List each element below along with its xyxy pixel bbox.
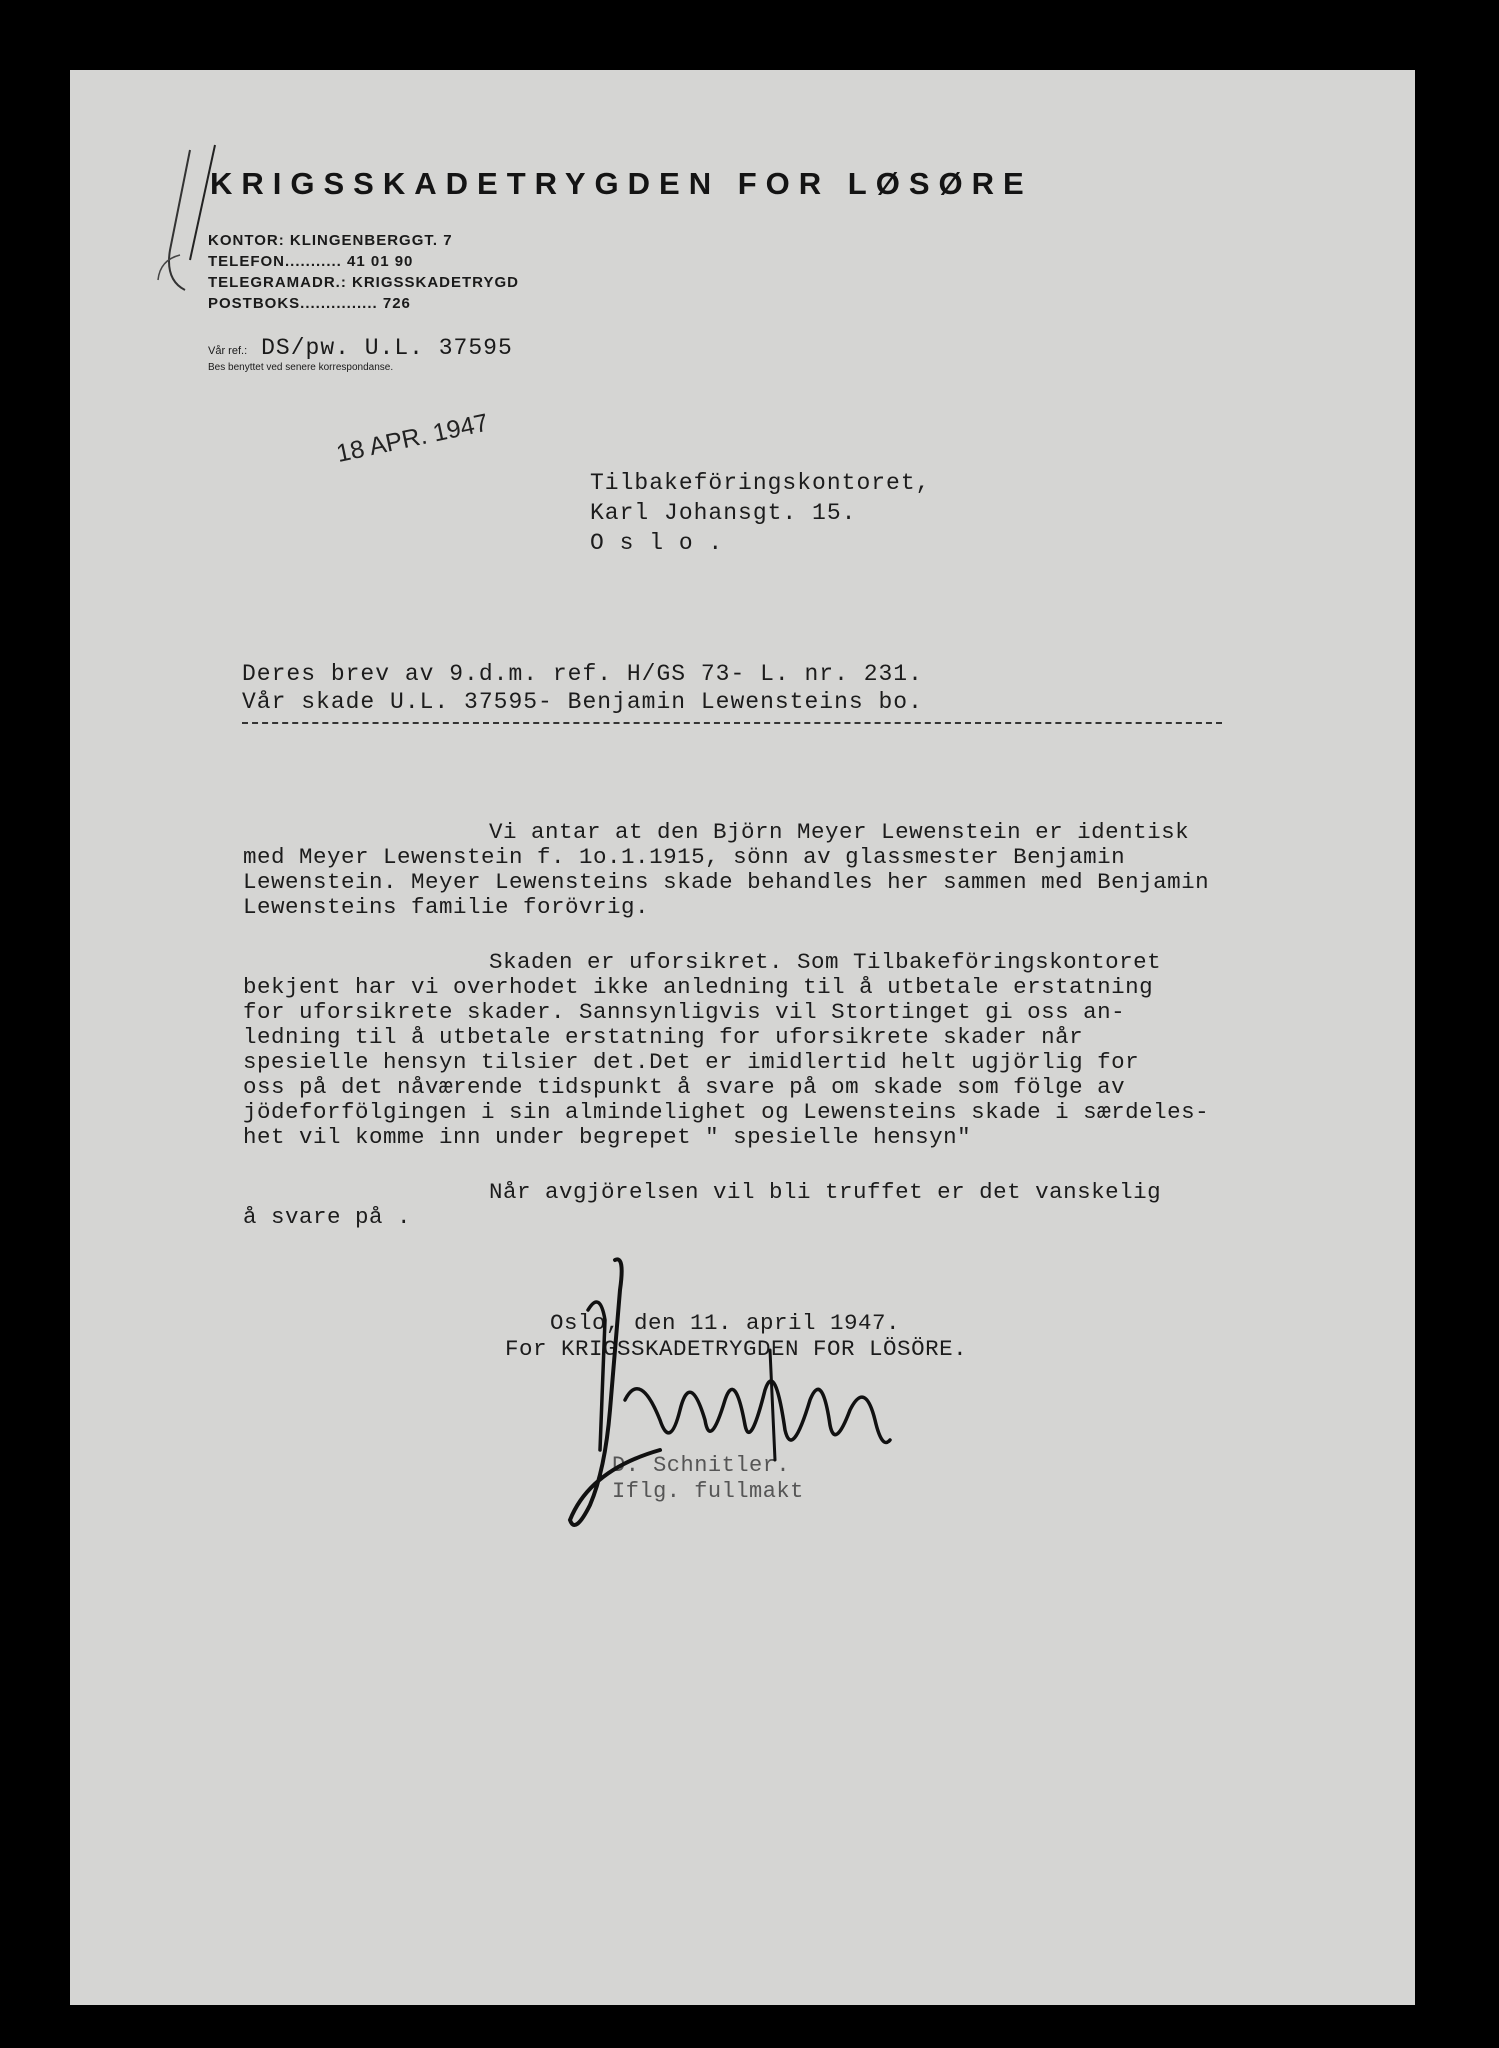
body-line: jödeforfölgingen i sin almindelighet og Lewensteins skade i særdeles- <box>243 1099 1210 1125</box>
body-line: oss på det nåværende tidspunkt å svare på om skade som fölge av <box>243 1074 1126 1100</box>
document-page <box>70 70 1415 2005</box>
reference-value: DS/pw. U.L. 37595 <box>261 335 513 361</box>
body-line: å svare på . <box>243 1204 412 1230</box>
reference-label: Vår ref.: <box>208 345 248 357</box>
subject-line: Deres brev av 9.d.m. ref. H/GS 73- L. nr. 231. <box>242 661 923 687</box>
handwritten-signature <box>530 1250 950 1540</box>
body-line: Lewenstein. Meyer Lewensteins skade behandles her sammen med Benjamin <box>243 869 1210 895</box>
subject-block <box>242 660 923 716</box>
body-line: het vil komme inn under begrepet " spesielle hensyn" <box>243 1124 972 1150</box>
contact-line: TELEGRAMADR.: KRIGSSKADETRYGD <box>208 274 519 291</box>
body-line: Vi antar at den Björn Meyer Lewenstein er identisk <box>489 819 1190 845</box>
address-line: O s l o . <box>590 530 724 556</box>
contact-line: TELEFON........... 41 01 90 <box>208 253 414 270</box>
closing-organization: For KRIGSSKADETRYGDEN FOR LÖSÖRE. <box>505 1336 968 1362</box>
contact-line: KONTOR: KLINGENBERGGT. 7 <box>208 232 453 249</box>
address-line: Karl Johansgt. 15. <box>590 500 857 526</box>
body-line: Når avgjörelsen vil bli truffet er det vanskelig <box>489 1179 1162 1205</box>
address-line: Tilbakeföringskontoret, <box>590 470 931 496</box>
body-line: Lewensteins familie forövrig. <box>243 894 650 920</box>
recipient-address <box>590 468 930 558</box>
body-line: ledning til å utbetale erstatning for uforsikrete skader når <box>243 1024 1084 1050</box>
letter-body <box>243 820 1415 1230</box>
letterhead-title: KRIGSSKADETRYGDEN FOR LØSØRE <box>210 166 1033 201</box>
signer-authority: Iflg. fullmakt <box>612 1479 804 1504</box>
body-line: for uforsikrete skader. Sannsynligvis vil Stortinget gi oss an- <box>243 999 1126 1025</box>
reference-note: Bes benyttet ved senere korrespondanse. <box>208 362 394 373</box>
contact-line: POSTBOKS............... 726 <box>208 295 411 312</box>
body-line: Skaden er uforsikret. Som Tilbakeföringskontoret <box>489 949 1162 975</box>
body-line: spesielle hensyn tilsier det.Det er imidlertid helt ugjörlig for <box>243 1049 1140 1075</box>
signer-name: D. Schnitler. <box>612 1453 791 1478</box>
body-line: bekjent har vi overhodet ikke anledning til å utbetale erstatning <box>243 974 1154 1000</box>
subject-line: Vår skade U.L. 37595- Benjamin Lewensteins bo. <box>242 689 923 715</box>
reference-row <box>208 335 513 361</box>
body-line: med Meyer Lewenstein f. 1o.1.1915, sönn av glassmester Benjamin <box>243 844 1126 870</box>
subject-divider <box>242 722 1222 724</box>
received-date-stamp: 18 APR. 1947 <box>333 408 491 469</box>
closing-place-date: Oslo, den 11. april 1947. <box>550 1310 901 1336</box>
letterhead-contact <box>208 230 519 314</box>
